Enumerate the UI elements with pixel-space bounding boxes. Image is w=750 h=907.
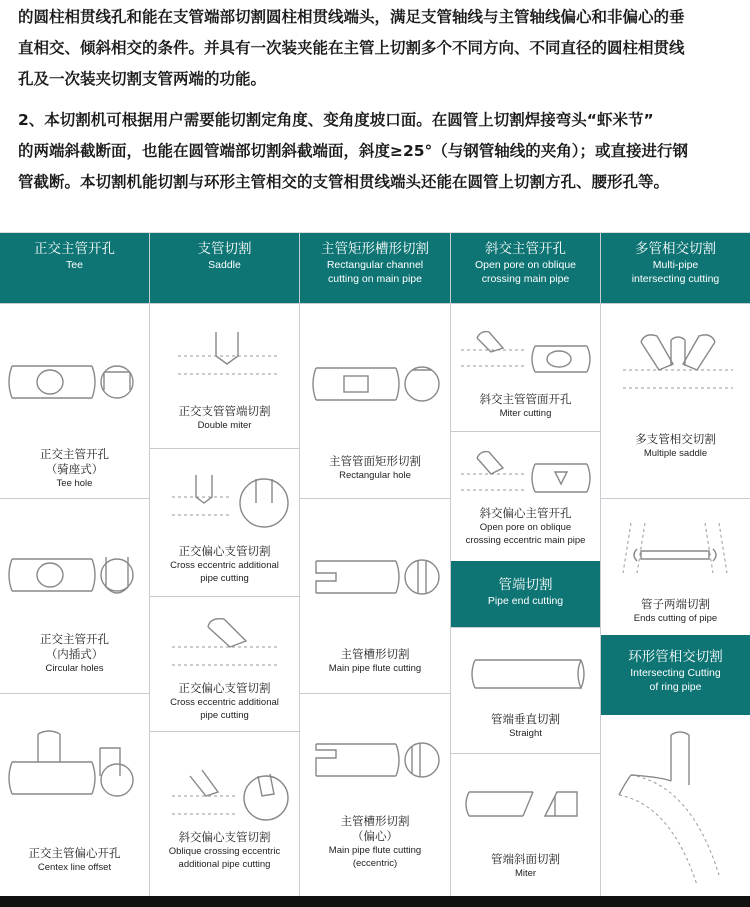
header-en: Open pore on oblique crossing main pipe	[475, 259, 576, 285]
flute-eccentric-icon	[300, 722, 450, 792]
subheader-zh: 管端切割	[498, 577, 553, 593]
caption-en: Main pipe flute cutting (eccentric)	[328, 845, 422, 869]
cell-cross-eccentric-2	[150, 596, 299, 731]
caption-zh: 斜交主管管面开孔	[479, 392, 572, 406]
caption-zh: 多支管相交切割	[635, 432, 716, 446]
ends-cutting-icon	[601, 513, 750, 583]
caption-zh: 正交偏心支管切割	[178, 681, 271, 695]
tee-hole-icon	[0, 344, 149, 414]
circular-holes-icon	[0, 537, 149, 607]
cell-ends-cutting	[601, 498, 750, 635]
intro-line-6: 管截断。本切割机能切割与环形主管相交的支管相贯线端头还能在圆管上切割方孔、腰形孔等。	[18, 173, 670, 191]
intro-line-3: 孔及一次装夹切割支管两端的功能。	[18, 70, 267, 88]
caption-en: Straight	[509, 728, 542, 739]
caption-en: Circular holes	[45, 663, 104, 674]
cell-flute-cutting	[300, 498, 450, 693]
caption-en: Tee hole	[56, 478, 93, 489]
caption-zh: 正交偏心支管切割	[178, 544, 271, 558]
cell-double-miter	[150, 303, 299, 448]
caption-en: Open pore on oblique crossing eccentric main pipe	[465, 522, 586, 546]
oblique-eccentric-icon	[150, 746, 299, 826]
header-zh: 支管切割	[197, 241, 252, 257]
header-zh: 多管相交切割	[635, 241, 716, 257]
header-saddle	[150, 233, 299, 303]
cell-miter-end	[451, 753, 600, 897]
caption-en: Rectangular hole	[339, 470, 411, 481]
subheader-en: Pipe end cutting	[487, 595, 564, 607]
subheader-ring-pipe	[601, 635, 750, 715]
miter-end-icon	[451, 772, 600, 832]
header-en: Saddle	[208, 259, 241, 271]
intro-line-2: 直相交、倾斜相交的条件。并具有一次装夹能在主管上切割多个不同方向、不同直径的圆柱相贯线	[18, 39, 685, 57]
cell-straight	[451, 627, 600, 753]
subheader-en: Intersecting Cutting of ring pipe	[630, 667, 721, 693]
subheader-zh: 环形管相交切割	[628, 649, 723, 665]
cell-tee-hole	[0, 303, 149, 498]
column-oblique	[451, 233, 601, 897]
caption-en: Multiple saddle	[643, 448, 708, 459]
column-multi-pipe	[601, 233, 750, 897]
cell-oblique-pore	[451, 431, 600, 561]
caption-zh: 管端斜面切割	[491, 852, 560, 866]
caption-zh: 主管槽形切割 （偏心）	[340, 814, 410, 843]
centex-offset-icon	[0, 724, 149, 804]
rectangular-hole-icon	[300, 346, 450, 416]
cross-eccentric-icon	[150, 459, 299, 534]
straight-cut-icon	[451, 642, 600, 702]
intro-line-4: 2、本切割机可根据用户需要能切割定角度、变角度坡口面。在圆管上切割焊接弯头“虾米节”	[18, 111, 654, 129]
caption-en: Centex line offset	[37, 862, 112, 873]
caption-zh: 主管管面矩形切割	[329, 454, 421, 468]
caption-zh: 正交支管管端切割	[178, 404, 271, 418]
header-rectangular	[300, 233, 450, 303]
caption-zh: 正交主管偏心开孔	[28, 846, 121, 860]
caption-en: Cross eccentric additional pipe cutting	[170, 560, 279, 584]
caption-zh: 正交主管开孔 （骑座式）	[40, 447, 109, 476]
ring-pipe-icon	[601, 725, 750, 885]
header-en: Tee	[66, 259, 83, 271]
caption-en: Ends cutting of pipe	[633, 613, 718, 624]
caption-en: Miter	[514, 868, 537, 879]
multiple-saddle-icon	[601, 324, 750, 404]
cell-cross-eccentric	[150, 448, 299, 596]
header-en: Rectangular channel cutting on main pipe	[326, 259, 424, 285]
caption-zh: 管子两端切割	[641, 597, 710, 611]
column-rectangular	[300, 233, 451, 897]
caption-zh: 斜交偏心支管切割	[178, 830, 271, 844]
caption-en: Double miter	[197, 420, 252, 431]
column-tee	[0, 233, 150, 897]
oblique-pore-icon	[451, 438, 600, 500]
caption-zh: 正交主管开孔 （内插式）	[40, 632, 109, 661]
header-zh: 主管矩形槽形切割	[321, 241, 429, 257]
header-tee	[0, 233, 149, 303]
column-saddle	[150, 233, 300, 897]
cell-rectangular-hole	[300, 303, 450, 498]
cell-ring-pipe	[601, 715, 750, 897]
header-zh: 斜交主管开孔	[485, 241, 566, 257]
cell-flute-eccentric	[300, 693, 450, 897]
cell-multiple-saddle	[601, 303, 750, 498]
caption-en: Main pipe flute cutting	[328, 663, 422, 674]
cross-eccentric-2-icon	[150, 605, 299, 675]
intro-line-1: 的圆柱相贯线孔和能在支管端部切割圆柱相贯线端头，满足支管轴线与主管轴线偏心和非偏心的垂	[18, 8, 685, 26]
intro-text	[0, 0, 750, 232]
cell-centex-offset	[0, 693, 149, 897]
header-zh: 正交主管开孔	[34, 241, 115, 257]
header-en: Multi-pipe intersecting cutting	[631, 259, 720, 285]
caption-en: Oblique crossing eccentric additional pipe cutting	[168, 846, 281, 870]
caption-zh: 斜交偏心主管开孔	[479, 506, 572, 520]
caption-zh: 主管槽形切割	[340, 647, 410, 661]
cell-circular-holes	[0, 498, 149, 693]
header-oblique	[451, 233, 600, 303]
miter-cutting-icon	[451, 320, 600, 380]
double-miter-icon	[150, 322, 299, 382]
caption-en: Miter cutting	[499, 408, 552, 419]
intro-line-5: 的两端斜截断面，也能在圆管端部切割斜截端面，斜度≥25°（与钢管轴线的夹角）；或直接进行钢	[18, 142, 689, 160]
header-multi-pipe	[601, 233, 750, 303]
cell-oblique-eccentric	[150, 731, 299, 897]
cutting-types-table	[0, 232, 750, 897]
caption-en: Cross eccentric additional pipe cutting	[170, 697, 279, 721]
subheader-pipe-end	[451, 561, 600, 627]
caption-zh: 管端垂直切割	[491, 712, 560, 726]
cell-miter-cutting	[451, 303, 600, 431]
bottom-bar	[0, 896, 750, 907]
flute-cutting-icon	[300, 539, 450, 609]
